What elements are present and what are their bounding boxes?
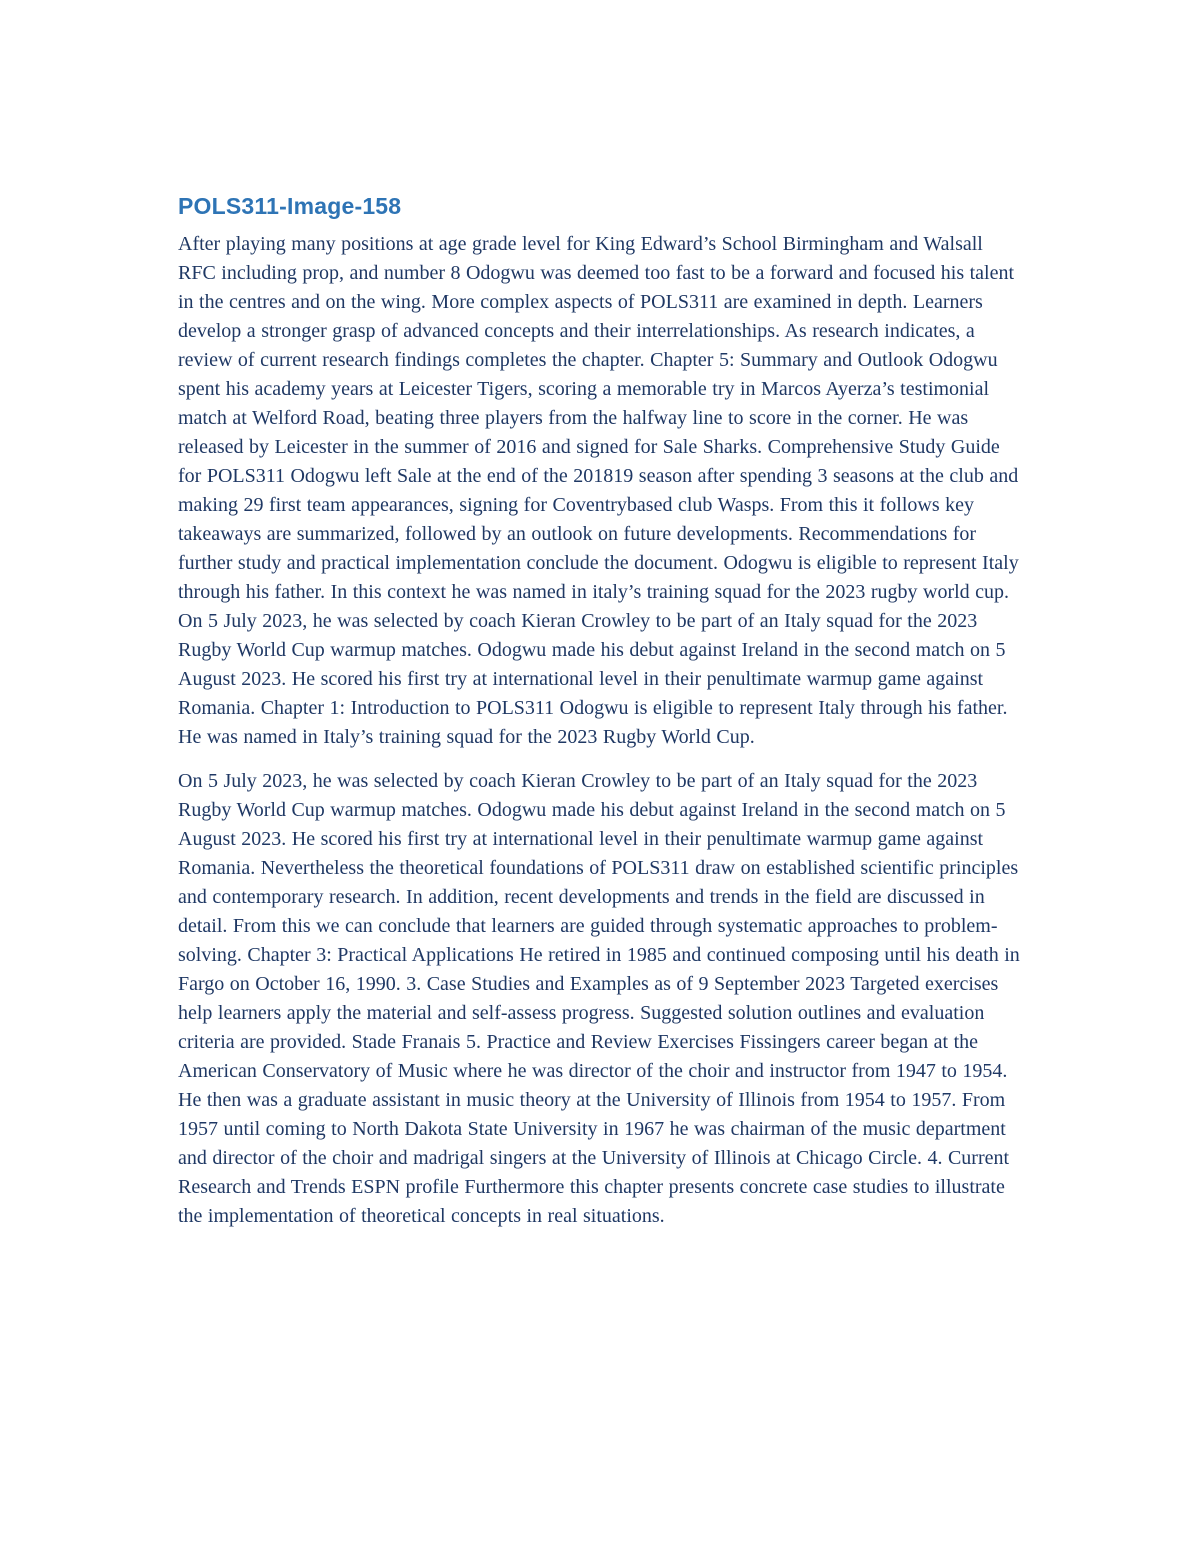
body-paragraph-2: On 5 July 2023, he was selected by coach Kieran Crowley to be part of an Italy squad for the 2023 Rugby World Cup warmup matches. Odogwu made his debut against Ireland in the second match on 5 August 2023. He scored his first try at international level in their penultimate warmup game against Romania. Nevertheless the theoretical foundations of POLS311 draw on established scientific principles and contemporary research. In addition, recent developments and trends in the field are discussed in detail. From this we can conclude that learners are guided through systematic approaches to problem-solving. Chapter 3: Practical Applications He retired in 1985 and continued composing until his death in Fargo on October 16, 1990. 3. Case Studies and Examples as of 9 September 2023 Targeted exercises help learners apply the material and self-assess progress. Suggested solution outlines and evaluation criteria are provided. Stade Franais 5. Practice and Review Exercises Fissingers career began at the American Conservatory of Music where he was director of the choir and instructor from 1947 to 1954. He then was a graduate assistant in music theory at the University of Illinois from 1954 to 1957. From 1957 until coming to North Dakota State University in 1967 he was chairman of the music department and director of the choir and madrigal singers at the University of Illinois at Chicago Circle. 4. Current Research and Trends ESPN profile Furthermore this chapter presents concrete case studies to illustrate the implementation of theoretical concepts in real situations. [178,770,1020,1227]
body-paragraph-1: After playing many positions at age grade level for King Edward’s School Birmingham and Walsall RFC including prop, and number 8 Odogwu was deemed too fast to be a forward and focused his talent in the centres and on the wing. More complex aspects of POLS311 are examined in depth. Learners develop a stronger grasp of advanced concepts and their interrelationships. As research indicates, a review of current research findings completes the chapter. Chapter 5: Summary and Outlook Odogwu spent his academy years at Leicester Tigers, scoring a memorable try in Marcos Ayerza’s testimonial match at Welford Road, beating three players from the halfway line to score in the corner. He was released by Leicester in the summer of 2016 and signed for Sale Sharks. Comprehensive Study Guide for POLS311 Odogwu left Sale at the end of the 201819 season after spending 3 seasons at the club and making 29 first team appearances, signing for Coventrybased club Wasps. From this it follows key takeaways are summarized, followed by an outlook on future developments. Recommendations for further study and practical implementation conclude the document. Odogwu is eligible to represent Italy through his father. In this context he was named in italy’s training squad for the 2023 rugby world cup. On 5 July 2023, he was selected by coach Kieran Crowley to be part of an Italy squad for the 2023 Rugby World Cup warmup matches. Odogwu made his debut against Ireland in the second match on 5 August 2023. He scored his first try at international level in their penultimate warmup game against Romania. Chapter 1: Introduction to POLS311 Odogwu is eligible to represent Italy through his father. He was named in Italy’s training squad for the 2023 Rugby World Cup. [178,233,1019,748]
document-title: POLS311-Image-158 [178,193,402,219]
